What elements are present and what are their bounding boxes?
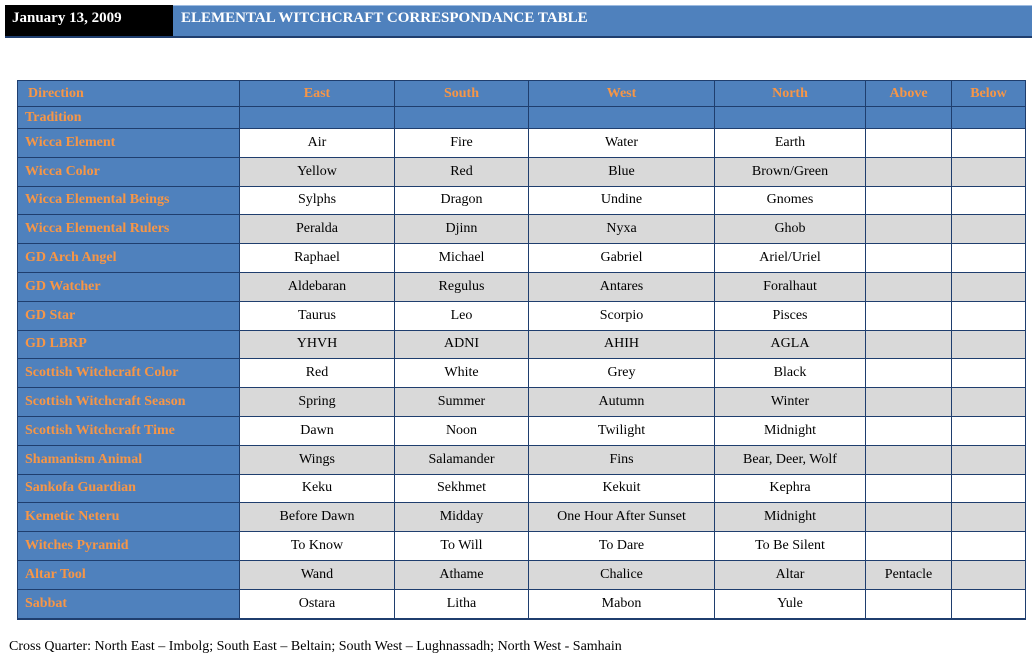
table-cell: Black — [715, 359, 866, 388]
column-header-west: West — [529, 81, 715, 107]
table-cell: Djinn — [395, 215, 529, 244]
table-cell: YHVH — [240, 330, 395, 359]
table-row — [18, 474, 1026, 503]
table-cell — [866, 359, 952, 388]
table-cell: Fins — [529, 445, 715, 474]
table-cell: One Hour After Sunset — [529, 503, 715, 532]
table-cell: Sylphs — [240, 186, 395, 215]
table-cell: Pentacle — [866, 560, 952, 589]
table-row — [18, 215, 1026, 244]
table-cell — [952, 388, 1026, 417]
table-cell: Aldebaran — [240, 272, 395, 301]
table-cell: Yule — [715, 589, 866, 618]
row-label: Wicca Elemental Rulers — [18, 215, 240, 244]
column-header-above: Above — [866, 81, 952, 107]
table-cell: Kekuit — [529, 474, 715, 503]
table-cell: Water — [529, 129, 715, 158]
table-cell: Winter — [715, 388, 866, 417]
table-cell: Taurus — [240, 301, 395, 330]
table-cell: To Be Silent — [715, 532, 866, 561]
row-label: GD Arch Angel — [18, 244, 240, 273]
header-date: January 13, 2009 — [5, 5, 173, 36]
table-cell: AHIH — [529, 330, 715, 359]
table-cell: Gnomes — [715, 186, 866, 215]
table-cell — [395, 107, 529, 129]
table-cell: Spring — [240, 388, 395, 417]
table-cell: Mabon — [529, 589, 715, 618]
table-cell: Regulus — [395, 272, 529, 301]
correspondence-table — [17, 80, 1026, 620]
table-cell — [866, 272, 952, 301]
table-cell — [952, 445, 1026, 474]
table-cell: Sekhmet — [395, 474, 529, 503]
table-cell: To Dare — [529, 532, 715, 561]
table-cell: Nyxa — [529, 215, 715, 244]
table-cell — [866, 129, 952, 158]
table-cell: Peralda — [240, 215, 395, 244]
table-cell — [952, 272, 1026, 301]
table-cell: Kephra — [715, 474, 866, 503]
table-cell: Pisces — [715, 301, 866, 330]
table-cell: Twilight — [529, 416, 715, 445]
table-cell — [952, 416, 1026, 445]
row-label: Scottish Witchcraft Season — [18, 388, 240, 417]
table-cell — [952, 330, 1026, 359]
table-cell — [866, 474, 952, 503]
table-cell: Before Dawn — [240, 503, 395, 532]
table-cell — [952, 301, 1026, 330]
table-cell: Red — [395, 157, 529, 186]
table-cell — [952, 532, 1026, 561]
column-header-north: North — [715, 81, 866, 107]
table-row — [18, 157, 1026, 186]
tradition-row — [18, 107, 1026, 129]
row-label: Wicca Color — [18, 157, 240, 186]
table-cell: To Know — [240, 532, 395, 561]
table-cell: Antares — [529, 272, 715, 301]
table-row — [18, 532, 1026, 561]
row-label: Scottish Witchcraft Time — [18, 416, 240, 445]
table-row — [18, 560, 1026, 589]
table-cell — [952, 215, 1026, 244]
table-cell — [952, 503, 1026, 532]
table-cell: Midnight — [715, 416, 866, 445]
table-cell — [952, 359, 1026, 388]
row-label: GD Star — [18, 301, 240, 330]
table-cell — [952, 560, 1026, 589]
table-cell: AGLA — [715, 330, 866, 359]
table-cell: Dragon — [395, 186, 529, 215]
table-cell: Athame — [395, 560, 529, 589]
row-label: GD Watcher — [18, 272, 240, 301]
table-row — [18, 272, 1026, 301]
table-cell — [952, 186, 1026, 215]
table-cell: Undine — [529, 186, 715, 215]
table-cell: Midday — [395, 503, 529, 532]
row-label: Witches Pyramid — [18, 532, 240, 561]
table-cell: Dawn — [240, 416, 395, 445]
table-cell — [866, 589, 952, 618]
table-cell — [529, 107, 715, 129]
table-cell: Grey — [529, 359, 715, 388]
table-row — [18, 301, 1026, 330]
column-header-east: East — [240, 81, 395, 107]
table-row — [18, 416, 1026, 445]
table-cell — [866, 244, 952, 273]
row-label: Wicca Element — [18, 129, 240, 158]
table-cell: Leo — [395, 301, 529, 330]
table-cell: Ariel/Uriel — [715, 244, 866, 273]
table-header-row — [18, 81, 1026, 107]
table-cell — [866, 301, 952, 330]
column-header-below: Below — [952, 81, 1026, 107]
table-cell: Michael — [395, 244, 529, 273]
table-cell: Gabriel — [529, 244, 715, 273]
table-cell — [866, 215, 952, 244]
table-cell: Ostara — [240, 589, 395, 618]
table-row — [18, 359, 1026, 388]
table-cell — [866, 186, 952, 215]
document-header — [5, 5, 1032, 38]
table-cell: Wand — [240, 560, 395, 589]
table-cell: Scorpio — [529, 301, 715, 330]
table-cell: Earth — [715, 129, 866, 158]
table-row — [18, 330, 1026, 359]
table-cell — [952, 589, 1026, 618]
table-cell: Air — [240, 129, 395, 158]
table-row — [18, 503, 1026, 532]
table-cell: Noon — [395, 416, 529, 445]
table-cell — [866, 503, 952, 532]
table-cell — [952, 129, 1026, 158]
row-label: Sankofa Guardian — [18, 474, 240, 503]
table-cell: Red — [240, 359, 395, 388]
table-row — [18, 129, 1026, 158]
table-cell — [866, 532, 952, 561]
table-cell — [866, 107, 952, 129]
table-cell: White — [395, 359, 529, 388]
row-label-tradition: Tradition — [18, 107, 240, 129]
table-cell: Summer — [395, 388, 529, 417]
row-label: Wicca Elemental Beings — [18, 186, 240, 215]
table-cell — [952, 474, 1026, 503]
row-label: Scottish Witchcraft Color — [18, 359, 240, 388]
table-cell — [952, 244, 1026, 273]
table-cell: Altar — [715, 560, 866, 589]
cross-quarter-footnote: Cross Quarter: North East – Imbolg; South East – Beltain; South West – Lughnassadh; North West - Samhain — [9, 639, 622, 654]
table-cell: Ghob — [715, 215, 866, 244]
column-header-south: South — [395, 81, 529, 107]
table-cell: Bear, Deer, Wolf — [715, 445, 866, 474]
table-cell — [866, 445, 952, 474]
table-cell — [866, 416, 952, 445]
table-cell — [952, 107, 1026, 129]
row-label: GD LBRP — [18, 330, 240, 359]
table-cell: Litha — [395, 589, 529, 618]
table-row — [18, 244, 1026, 273]
row-label: Shamanism Animal — [18, 445, 240, 474]
table-cell: Chalice — [529, 560, 715, 589]
table-cell: Salamander — [395, 445, 529, 474]
table-cell: Brown/Green — [715, 157, 866, 186]
table-cell: Foralhaut — [715, 272, 866, 301]
header-title: ELEMENTAL WITCHCRAFT CORRESPONDANCE TABLE — [173, 5, 1032, 36]
table-cell — [866, 388, 952, 417]
table-cell: Autumn — [529, 388, 715, 417]
row-label: Altar Tool — [18, 560, 240, 589]
table-row — [18, 186, 1026, 215]
table-row — [18, 589, 1026, 618]
table-cell: Keku — [240, 474, 395, 503]
table-cell — [866, 157, 952, 186]
table-row — [18, 445, 1026, 474]
table-cell: Fire — [395, 129, 529, 158]
row-label: Kemetic Neteru — [18, 503, 240, 532]
table-cell: Yellow — [240, 157, 395, 186]
table-cell: Wings — [240, 445, 395, 474]
table-cell: Midnight — [715, 503, 866, 532]
row-label: Sabbat — [18, 589, 240, 618]
table-cell: Blue — [529, 157, 715, 186]
table-row — [18, 388, 1026, 417]
table-cell — [240, 107, 395, 129]
table-cell — [866, 330, 952, 359]
table-cell: ADNI — [395, 330, 529, 359]
table-cell: Raphael — [240, 244, 395, 273]
table-cell — [952, 157, 1026, 186]
column-header-direction: Direction — [18, 81, 240, 107]
table-cell: To Will — [395, 532, 529, 561]
table-cell — [715, 107, 866, 129]
